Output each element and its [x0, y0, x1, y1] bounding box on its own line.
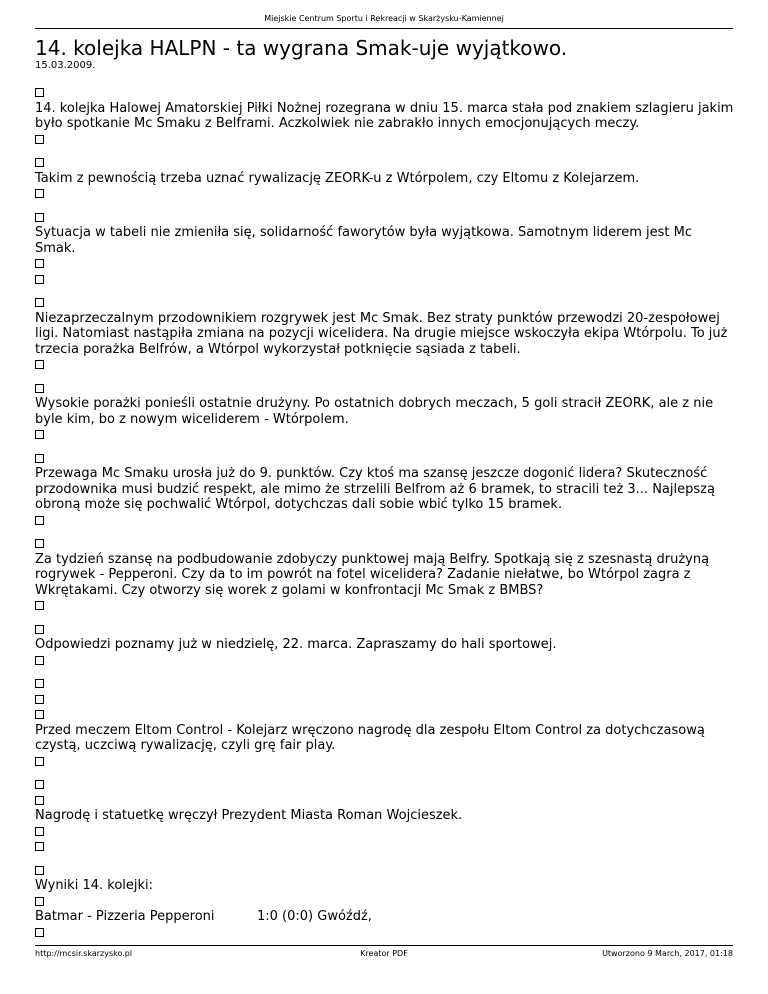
paragraph: Przed meczem Eltom Control - Kolejarz wręczono nagrodę dla zespołu Eltom Control za dotychczasową czystą, uczciwą rywalizację, czyli grę fair play. [35, 722, 705, 753]
paragraph: Wysokie porażki ponieśli ostatnie drużyny. Po ostatnich dobrych meczach, 5 goli stracił ZEORK, ale z nie byle kim, bo z nowym wiceliderem - Wtórpolem. [35, 396, 714, 427]
footer-generator: Kreator PDF [360, 949, 408, 958]
missing-image-icon [35, 88, 44, 97]
missing-image-icon [35, 842, 44, 851]
missing-image-icon [35, 757, 44, 766]
page-header: Miejskie Centrum Sportu i Rekreacji w Skarżysku-Kamiennej [264, 14, 504, 23]
missing-image-icon [35, 135, 44, 144]
paragraph: Odpowiedzi poznamy już w niedzielę, 22. marca. Zapraszamy do hali sportowej. [35, 637, 557, 652]
paragraph: Niezaprzeczalnym przodownikiem rozgrywek jest Mc Smak. Bez straty punktów przewodzi 20-zespołowej ligi. Natomiast nastąpiła zmiana na pozycji wicelidera. Na drugie miejsce wskoczyła ekipa Wtórpolu. To już trzecia porażka Belfrów, a Wtórpol wykorzystał potknięcie sąsiada z tabeli. [35, 310, 728, 357]
missing-image-icon [35, 454, 44, 463]
header-divider [35, 28, 733, 29]
footer-created-date: Utworzono 9 March, 2017, 01:18 [602, 949, 733, 958]
results-heading: Wyniki 14. kolejki: [35, 878, 154, 893]
paragraph: Sytuacja w tabeli nie zmieniła się, solidarność faworytów była wyjątkowa. Samotnym liderem jest Mc Smak. [35, 225, 693, 256]
missing-image-icon [35, 384, 44, 393]
missing-image-icon [35, 298, 44, 307]
missing-image-icon [35, 275, 44, 284]
article-body [35, 85, 735, 940]
paragraph: Nagrodę i statuetkę wręczył Prezydent Miasta Roman Wojcieszek. [35, 808, 463, 823]
result-match: Batmar - Pizzeria Pepperoni [35, 909, 215, 924]
missing-image-icon [35, 710, 44, 719]
missing-image-icon [35, 827, 44, 836]
article-title: 14. kolejka HALPN - ta wygrana Smak-uje wyjątkowo. [35, 36, 568, 60]
missing-image-icon [35, 430, 44, 439]
missing-image-icon [35, 539, 44, 548]
paragraph: Za tydzień szansę na podbudowanie zdobyczy punktowej mają Belfry. Spotkają się z szesnastą drużyną rogrywek - Pepperoni. Czy da to im powrót na fotel wicelidera? Zadanie niełatwe, bo Wtórpol zagra z Wkrętakami. Czy otworzy się worek z golami w konfrontacji Mc Smak z BMBS? [35, 551, 710, 598]
missing-image-icon [35, 656, 44, 665]
missing-image-icon [35, 625, 44, 634]
paragraph: Takim z pewnością trzeba uznać rywalizację ZEORK-u z Wtórpolem, czy Eltomu z Kolejarzem. [35, 170, 640, 186]
article-date: 15.03.2009. [35, 60, 96, 71]
missing-image-icon [35, 516, 44, 525]
footer-url: http://mcsir.skarzysko.pl [35, 949, 133, 958]
missing-image-icon [35, 695, 44, 704]
missing-image-icon [35, 866, 44, 875]
paragraph: Przewaga Mc Smaku urosła już do 9. punktów. Czy ktoś ma szansę jeszcze dogonić lidera? Skuteczność przodownika musi budzić respekt, ale mimo że strzelili Belfrom aż 6 bramek, to stracili też 3... Najlepszą obroną może się pochwalić Wtórpol, dotychczas dali sobie wbić tylko 15 bramek. [35, 466, 715, 512]
missing-image-icon [35, 213, 44, 222]
missing-image-icon [35, 360, 44, 369]
missing-image-icon [35, 259, 44, 268]
paragraph: 14. kolejka Halowej Amatorskiej Piłki Nożnej rozegrana w dniu 15. marca stała pod znakiem szlagieru jakim było spotkanie Mc Smaku z Belframi. Aczkolwiek nie zabrakło innych emocjonujących meczy. [35, 100, 734, 131]
missing-image-icon [35, 189, 44, 198]
missing-image-icon [35, 928, 44, 937]
footer-divider [35, 945, 733, 946]
missing-image-icon [35, 897, 44, 906]
missing-image-icon [35, 158, 44, 167]
missing-image-icon [35, 796, 44, 805]
result-row [35, 909, 735, 925]
missing-image-icon [35, 780, 44, 789]
missing-image-icon [35, 679, 44, 688]
result-score: 1:0 (0:0) Gwóźdź, [257, 909, 372, 924]
missing-image-icon [35, 601, 44, 610]
